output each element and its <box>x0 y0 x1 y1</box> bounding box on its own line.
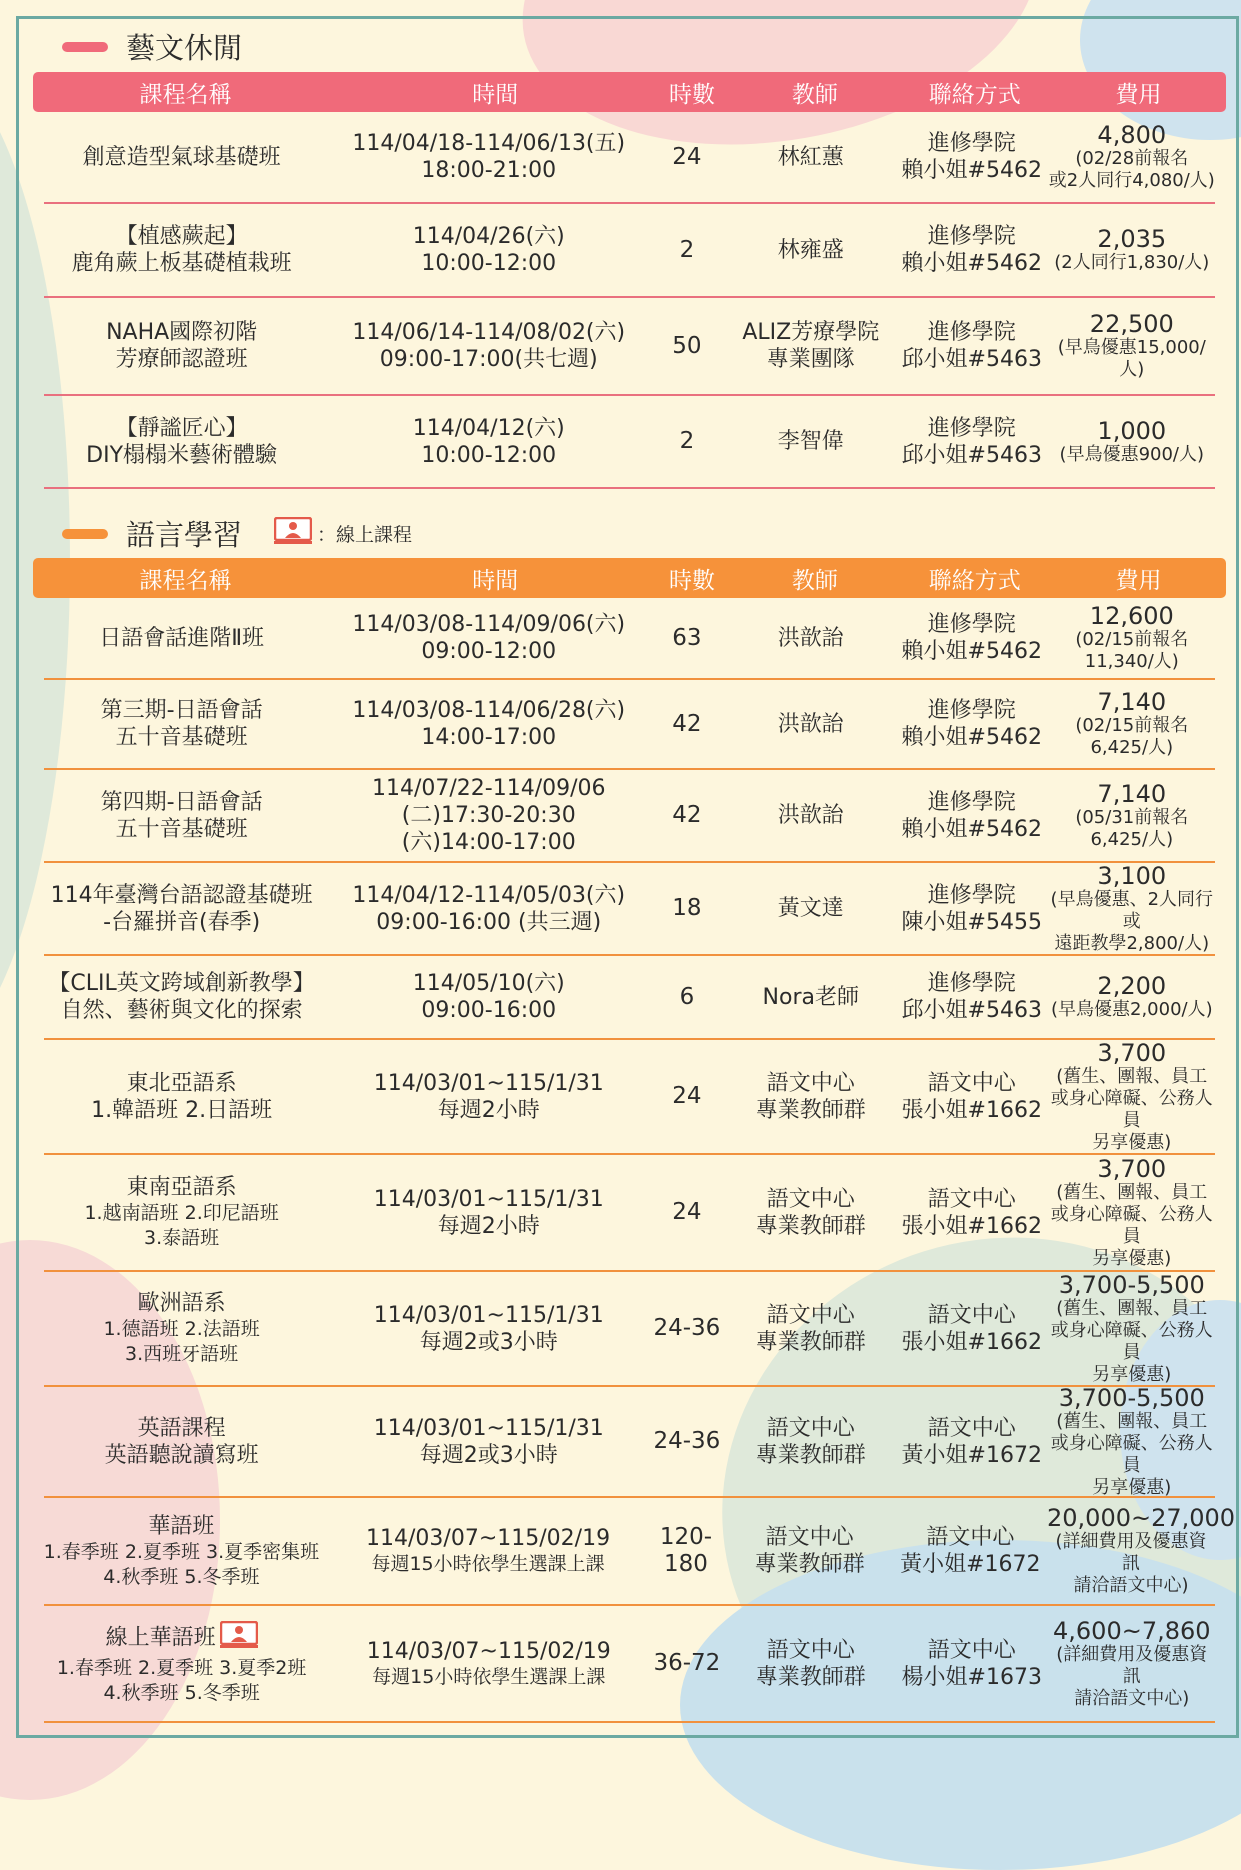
header-fee: 費用 <box>1115 81 1162 108</box>
contact-cell <box>895 970 1049 1024</box>
table-row <box>44 863 1215 956</box>
hours-cell: 2 <box>679 428 695 454</box>
online-course-icon <box>220 1621 258 1656</box>
header-time: 時間 <box>472 81 519 108</box>
fee-note: 或身心障礙、公務人員 <box>1050 1319 1213 1363</box>
time-cell <box>330 882 647 936</box>
course-time: 114/04/18-114/06/13(五) <box>352 131 626 156</box>
course-name-cell <box>33 1290 330 1367</box>
course-name: 創意造型氣球基礎班 <box>82 144 281 170</box>
arts-table <box>33 72 1226 489</box>
contact-cell <box>895 1415 1049 1469</box>
contact-cell <box>895 1637 1049 1691</box>
teacher-name: 林紅蕙 <box>777 144 844 170</box>
course-name: 114年臺灣台語認證基礎班 <box>50 882 313 908</box>
header-fee: 費用 <box>1115 567 1162 594</box>
time-cell <box>330 1302 647 1356</box>
teacher-name: 李智偉 <box>777 429 844 454</box>
teacher-name: 專業教師群 <box>755 1664 866 1690</box>
course-name-cell <box>33 1174 330 1251</box>
course-name: 1.春季班 2.夏季班 3.夏季2班 <box>56 1657 307 1679</box>
fee-note: (早鳥優惠、2人同行或 <box>1050 888 1214 932</box>
teacher-cell <box>727 895 895 922</box>
fee-cell <box>1049 1040 1215 1154</box>
header-course-name: 課程名稱 <box>139 81 232 108</box>
table-row <box>44 396 1215 489</box>
fee-cell <box>1047 1504 1236 1597</box>
fee-note: 或2人同行4,080/人) <box>1048 170 1215 191</box>
teacher-cell <box>727 1186 895 1240</box>
course-name: 第三期-日語會話 <box>100 698 263 723</box>
contact-info: 陳小姐#5455 <box>901 909 1042 935</box>
contact-info: 張小姐#1662 <box>901 1329 1042 1355</box>
teacher-name: 洪歆詒 <box>777 803 844 828</box>
course-time: 09:00-16:00 <box>421 998 557 1023</box>
contact-info: 語文中心 <box>927 1070 1016 1096</box>
header-course-name: 課程名稱 <box>139 567 232 594</box>
hours-cell: 120-180 <box>659 1524 713 1577</box>
teacher-name: 專業教師群 <box>755 1442 866 1468</box>
contact-info: 進修學院 <box>927 789 1016 815</box>
contact-info: 語文中心 <box>926 1525 1015 1550</box>
table-row <box>44 1040 1215 1155</box>
contact-info: 黃小姐#1672 <box>900 1552 1041 1577</box>
contact-info: 賴小姐#5462 <box>901 725 1042 750</box>
course-name-cell <box>33 1621 330 1706</box>
time-cell <box>330 970 647 1024</box>
course-time: 114/06/14-114/08/02(六) <box>352 320 626 345</box>
course-name: 五十音基礎班 <box>115 816 248 842</box>
fee-cell <box>1049 1385 1215 1499</box>
fee-cell <box>1049 1272 1215 1386</box>
fee-note: 請洽語文中心) <box>1074 1687 1190 1709</box>
fee-note: (舊生、團報、員工 <box>1056 1065 1208 1087</box>
fee-amount: 3,700-5,500 <box>1058 1383 1205 1412</box>
fee-cell <box>1049 863 1215 955</box>
hours-cell: 42 <box>672 802 702 828</box>
time-cell <box>330 775 647 856</box>
hours-cell: 24 <box>672 143 702 170</box>
table-row <box>44 770 1215 863</box>
fee-note: (舊生、團報、員工 <box>1056 1181 1208 1203</box>
contact-info: 進修學院 <box>927 971 1016 996</box>
arts-title: 藝文休閒 <box>126 31 243 65</box>
course-name: 線上華語班 <box>105 1625 216 1651</box>
contact-info: 賴小姐#5462 <box>901 251 1042 276</box>
fee-note: 或身心障礙、公務人員 <box>1050 1432 1213 1476</box>
course-name-cell <box>33 1415 330 1469</box>
contact-info: 語文中心 <box>927 1186 1016 1212</box>
fee-amount: 2,200 <box>1097 972 1167 1000</box>
teacher-name: 語文中心 <box>766 1302 855 1328</box>
course-time: 114/04/12(六) <box>412 415 565 441</box>
contact-info: 邱小姐#5463 <box>901 442 1042 468</box>
contact-info: 黃小姐#1672 <box>901 1442 1042 1468</box>
contact-info: 賴小姐#5462 <box>901 816 1042 842</box>
course-name: 東南亞語系 <box>126 1175 237 1200</box>
contact-info: 進修學院 <box>927 320 1016 345</box>
contact-cell <box>895 697 1049 751</box>
hours-cell: 63 <box>672 624 702 651</box>
course-name-cell <box>33 970 330 1024</box>
contact-cell <box>895 319 1049 373</box>
hours-cell: 36-72 <box>653 1650 721 1676</box>
arts-section-title <box>62 26 242 67</box>
fee-cell <box>1049 973 1215 1021</box>
course-name: 英語課程 <box>137 1415 226 1441</box>
course-name: 五十音基礎班 <box>115 725 248 750</box>
course-name: 4.秋季班 5.冬季班 <box>103 1565 260 1588</box>
teacher-name: 專業團隊 <box>766 347 855 372</box>
course-time: 09:00-16:00 (共三週) <box>376 909 602 935</box>
contact-info: 賴小姐#5462 <box>901 158 1042 183</box>
fee-cell <box>1049 122 1215 192</box>
course-time: 14:00-17:00 <box>421 725 557 750</box>
course-name-cell <box>33 789 330 843</box>
fee-note: (02/28前報名 <box>1075 148 1189 169</box>
teacher-cell <box>727 625 895 652</box>
teacher-cell <box>727 1637 895 1691</box>
contact-cell <box>895 415 1049 469</box>
language-table-header <box>33 558 1226 598</box>
contact-info: 楊小姐#1673 <box>901 1664 1042 1690</box>
teacher-cell <box>727 1415 895 1469</box>
fee-note: (02/15前報名6,425/人) <box>1075 715 1189 758</box>
time-cell <box>330 1415 647 1469</box>
course-name: 芳療師認證班 <box>115 347 248 372</box>
header-time: 時間 <box>472 567 519 594</box>
contact-info: 進修學院 <box>927 612 1016 637</box>
fee-note: 或身心障礙、公務人員 <box>1050 1203 1213 1247</box>
table-row <box>44 1383 1215 1498</box>
teacher-name: 專業教師群 <box>755 1329 866 1355</box>
course-name: 英語聽說讀寫班 <box>104 1442 259 1468</box>
time-cell <box>330 1525 647 1577</box>
course-name: 鹿角蕨上板基礎植栽班 <box>71 251 292 276</box>
fee-cell <box>1049 418 1215 466</box>
contact-info: 語文中心 <box>927 1415 1016 1441</box>
language-section-title <box>62 513 412 554</box>
fee-note: 另享優惠) <box>1092 1363 1172 1385</box>
contact-cell <box>895 611 1049 665</box>
online-legend <box>274 517 412 550</box>
course-time: 114/03/01~115/1/31 <box>373 1186 604 1212</box>
fee-note: 遠距教學2,800/人) <box>1054 932 1210 954</box>
fee-amount: 3,700-5,500 <box>1058 1270 1205 1299</box>
hours-cell: 2 <box>679 236 695 263</box>
teacher-cell <box>727 984 895 1011</box>
fee-note: 或身心障礙、公務人員 <box>1050 1087 1213 1131</box>
teacher-name: 林雍盛 <box>777 237 844 263</box>
course-time: 114/03/07~115/02/19 <box>366 1638 611 1664</box>
hours-cell: 24 <box>672 1199 702 1225</box>
fee-amount: 1,000 <box>1097 416 1167 445</box>
fee-amount: 4,600~7,860 <box>1053 1616 1211 1645</box>
course-time: 每週2或3小時 <box>419 1442 558 1468</box>
course-name: 東北亞語系 <box>126 1070 237 1096</box>
fee-cell <box>1049 1156 1215 1270</box>
course-name-cell <box>33 882 330 936</box>
contact-info: 進修學院 <box>927 131 1016 156</box>
header-contact: 聯絡方式 <box>928 81 1021 108</box>
header-hours: 時數 <box>668 81 715 108</box>
contact-info: 語文中心 <box>927 1302 1016 1328</box>
course-name: 4.秋季班 5.冬季班 <box>103 1682 260 1704</box>
course-time: 09:00-12:00 <box>421 639 557 664</box>
teacher-name: 洪歆詒 <box>777 711 844 737</box>
time-cell <box>330 1070 647 1124</box>
teacher-cell <box>727 1302 895 1356</box>
table-row <box>44 298 1215 396</box>
teacher-name: 語文中心 <box>766 1070 855 1096</box>
course-name-cell <box>33 625 330 652</box>
teacher-cell <box>727 711 895 738</box>
course-name: 日語會話進階Ⅱ班 <box>99 625 265 651</box>
contact-info: 賴小姐#5462 <box>901 639 1042 664</box>
fee-note: (詳細費用及優惠資訊 <box>1055 1531 1207 1574</box>
course-name: 1.春季班 2.夏季班 3.夏季密集班 <box>43 1540 320 1563</box>
table-row <box>44 112 1215 204</box>
course-name: 【CLIL英文跨域創新教學】 <box>48 971 315 996</box>
course-time: 114/03/01~115/1/31 <box>373 1415 604 1441</box>
hours-cell: 6 <box>679 983 695 1010</box>
teacher-cell <box>727 237 895 264</box>
teacher-cell <box>727 802 895 829</box>
course-name: NAHA國際初階 <box>106 320 258 345</box>
course-time: 114/04/26(六) <box>412 224 565 249</box>
fee-cell <box>1049 226 1215 274</box>
time-cell <box>330 697 647 751</box>
hours-cell: 50 <box>672 332 702 359</box>
course-time: 09:00-17:00(共七週) <box>379 347 598 372</box>
course-name-cell <box>33 144 330 171</box>
contact-info: 邱小姐#5463 <box>901 347 1042 372</box>
hours-cell: 24-36 <box>653 1428 721 1454</box>
time-cell <box>330 130 647 184</box>
course-name: 3.西班牙語班 <box>125 1343 239 1365</box>
table-row <box>44 680 1215 770</box>
table-row <box>44 598 1215 680</box>
teacher-name: Nora老師 <box>762 984 859 1010</box>
table-row <box>44 956 1215 1040</box>
course-name: -台羅拼音(春季) <box>103 909 261 935</box>
teacher-name: 專業教師群 <box>755 1097 866 1123</box>
course-time: 114/03/01~115/1/31 <box>373 1302 604 1328</box>
fee-amount: 3,700 <box>1097 1154 1167 1183</box>
time-cell <box>330 611 647 665</box>
course-time: 114/03/07~115/02/19 <box>366 1526 611 1551</box>
course-name: 歐洲語系 <box>137 1291 226 1316</box>
course-name: 華語班 <box>148 1513 215 1539</box>
table-row <box>44 1606 1215 1723</box>
contact-cell <box>895 130 1049 184</box>
contact-cell <box>895 223 1049 277</box>
course-time: 每週2小時 <box>437 1213 540 1239</box>
fee-note: (舊生、團報、員工 <box>1056 1297 1208 1319</box>
fee-amount: 3,700 <box>1097 1038 1167 1067</box>
time-cell <box>330 223 647 277</box>
language-table <box>33 558 1236 1723</box>
course-name-cell <box>33 319 330 373</box>
arts-table-header <box>33 72 1226 112</box>
course-time: 每週15小時依學生選課上課 <box>371 1553 605 1575</box>
course-name: 第四期-日語會話 <box>100 789 263 815</box>
course-time: 114/03/01~115/1/31 <box>373 1070 604 1096</box>
fee-cell <box>1049 781 1215 851</box>
teacher-name: 黃文達 <box>777 896 844 921</box>
online-course-icon <box>274 517 312 550</box>
hours-cell: 24 <box>672 1083 702 1109</box>
teacher-cell <box>727 319 895 373</box>
fee-amount: 4,800 <box>1097 121 1167 149</box>
hours-cell: 24-36 <box>653 1315 721 1341</box>
teacher-name: 語文中心 <box>766 1637 855 1663</box>
course-time: (二)17:30-20:30 <box>401 803 576 828</box>
teacher-name: ALIZ芳療學院 <box>742 320 880 345</box>
course-name: 【靜謐匠心】 <box>115 415 248 441</box>
fee-note: 另享優惠) <box>1092 1131 1172 1153</box>
contact-info: 語文中心 <box>927 1637 1016 1663</box>
title-dash <box>62 529 108 539</box>
table-row <box>44 1155 1215 1272</box>
contact-cell <box>895 1186 1049 1240</box>
fee-amount: 7,140 <box>1097 779 1167 808</box>
course-time: 每週15小時依學生選課上課 <box>372 1665 606 1688</box>
course-name-cell <box>33 1513 330 1590</box>
contact-info: 張小姐#1662 <box>901 1213 1042 1239</box>
course-time: 10:00-12:00 <box>421 251 557 276</box>
header-contact: 聯絡方式 <box>928 567 1021 594</box>
contact-info: 進修學院 <box>927 415 1016 441</box>
fee-note: 另享優惠) <box>1092 1476 1172 1498</box>
fee-cell <box>1049 603 1215 673</box>
contact-info: 邱小姐#5463 <box>901 998 1042 1023</box>
fee-note: (早鳥優惠900/人) <box>1059 443 1205 465</box>
course-name-cell <box>33 415 330 469</box>
course-name: 3.泰語班 <box>144 1227 220 1249</box>
table-row <box>43 1498 1236 1606</box>
online-legend-text: ：線上課程 <box>317 524 413 546</box>
course-time: 每週2或3小時 <box>419 1329 558 1355</box>
contact-cell <box>894 1524 1047 1578</box>
fee-amount: 22,500 <box>1089 310 1174 338</box>
fee-note: 請洽語文中心) <box>1073 1575 1189 1596</box>
course-name-cell <box>33 1070 330 1124</box>
contact-info: 張小姐#1662 <box>901 1097 1042 1123</box>
fee-note: (02/15前報名11,340/人) <box>1075 629 1189 672</box>
fee-note: (早鳥優惠2,000/人) <box>1050 999 1213 1020</box>
course-time: 10:00-12:00 <box>421 442 557 468</box>
contact-info: 進修學院 <box>927 698 1016 723</box>
course-time: 114/05/10(六) <box>412 971 565 996</box>
fee-note: (2人同行1,830/人) <box>1054 252 1210 273</box>
course-name: 1.德語班 2.法語班 <box>103 1318 260 1340</box>
fee-cell <box>1049 1618 1215 1710</box>
time-cell <box>330 1638 647 1690</box>
teacher-cell <box>727 1070 895 1124</box>
contact-cell <box>895 789 1049 843</box>
course-name-cell <box>33 223 330 277</box>
course-time: 114/04/12-114/05/03(六) <box>352 882 626 908</box>
course-time: 114/03/08-114/06/28(六) <box>352 698 626 723</box>
contact-info: 進修學院 <box>927 882 1016 908</box>
contact-cell <box>895 1070 1049 1124</box>
course-time: 114/03/08-114/09/06(六) <box>352 612 626 637</box>
teacher-name: 專業教師群 <box>755 1213 866 1239</box>
header-teacher: 教師 <box>791 81 838 108</box>
teacher-cell <box>727 144 895 171</box>
teacher-name: 語文中心 <box>766 1415 855 1441</box>
course-name: 自然、藝術與文化的探索 <box>60 998 303 1023</box>
fee-note: 另享優惠) <box>1092 1247 1172 1269</box>
course-name: 1.韓語班 2.日語班 <box>91 1097 273 1123</box>
course-time: 114/07/22-114/09/06 <box>371 776 606 801</box>
contact-cell <box>895 1302 1049 1356</box>
time-cell <box>330 1186 647 1240</box>
course-time: 每週2小時 <box>437 1097 540 1123</box>
teacher-name: 語文中心 <box>766 1186 855 1212</box>
time-cell <box>330 319 647 373</box>
course-name: 【植感蕨起】 <box>115 224 248 249</box>
header-teacher: 教師 <box>791 567 838 594</box>
fee-amount: 12,600 <box>1089 602 1174 630</box>
contact-info: 進修學院 <box>927 224 1016 249</box>
fee-cell <box>1049 689 1215 759</box>
language-title: 語言學習 <box>126 518 243 552</box>
title-dash <box>62 42 108 52</box>
course-name: 1.越南語班 2.印尼語班 <box>84 1202 279 1224</box>
teacher-name: 專業教師群 <box>754 1552 865 1577</box>
table-row <box>44 1272 1215 1387</box>
teacher-name: 洪歆詒 <box>777 625 844 651</box>
course-time: 18:00-21:00 <box>421 158 557 183</box>
hours-cell: 18 <box>672 895 702 921</box>
fee-amount: 2,035 <box>1097 225 1167 253</box>
table-row <box>44 204 1215 298</box>
time-cell <box>330 415 647 469</box>
fee-amount: 3,100 <box>1097 861 1167 890</box>
hours-cell: 42 <box>672 710 702 737</box>
course-name-cell <box>33 697 330 751</box>
fee-amount: 7,140 <box>1097 688 1167 716</box>
teacher-cell <box>727 428 895 455</box>
course-time: (六)14:00-17:00 <box>401 830 576 855</box>
contact-cell <box>895 882 1049 936</box>
fee-note: (詳細費用及優惠資訊 <box>1056 1643 1208 1687</box>
header-hours: 時數 <box>668 567 715 594</box>
fee-cell <box>1049 311 1215 381</box>
fee-note: (舊生、團報、員工 <box>1056 1410 1208 1432</box>
fee-note: (05/31前報名6,425/人) <box>1075 806 1189 850</box>
course-name: DIY榻榻米藝術體驗 <box>86 442 278 468</box>
fee-amount: 20,000~27,000 <box>1047 1504 1236 1532</box>
teacher-name: 語文中心 <box>765 1525 854 1550</box>
fee-note: (早鳥優惠15,000/人) <box>1057 337 1206 380</box>
teacher-cell <box>725 1524 893 1578</box>
